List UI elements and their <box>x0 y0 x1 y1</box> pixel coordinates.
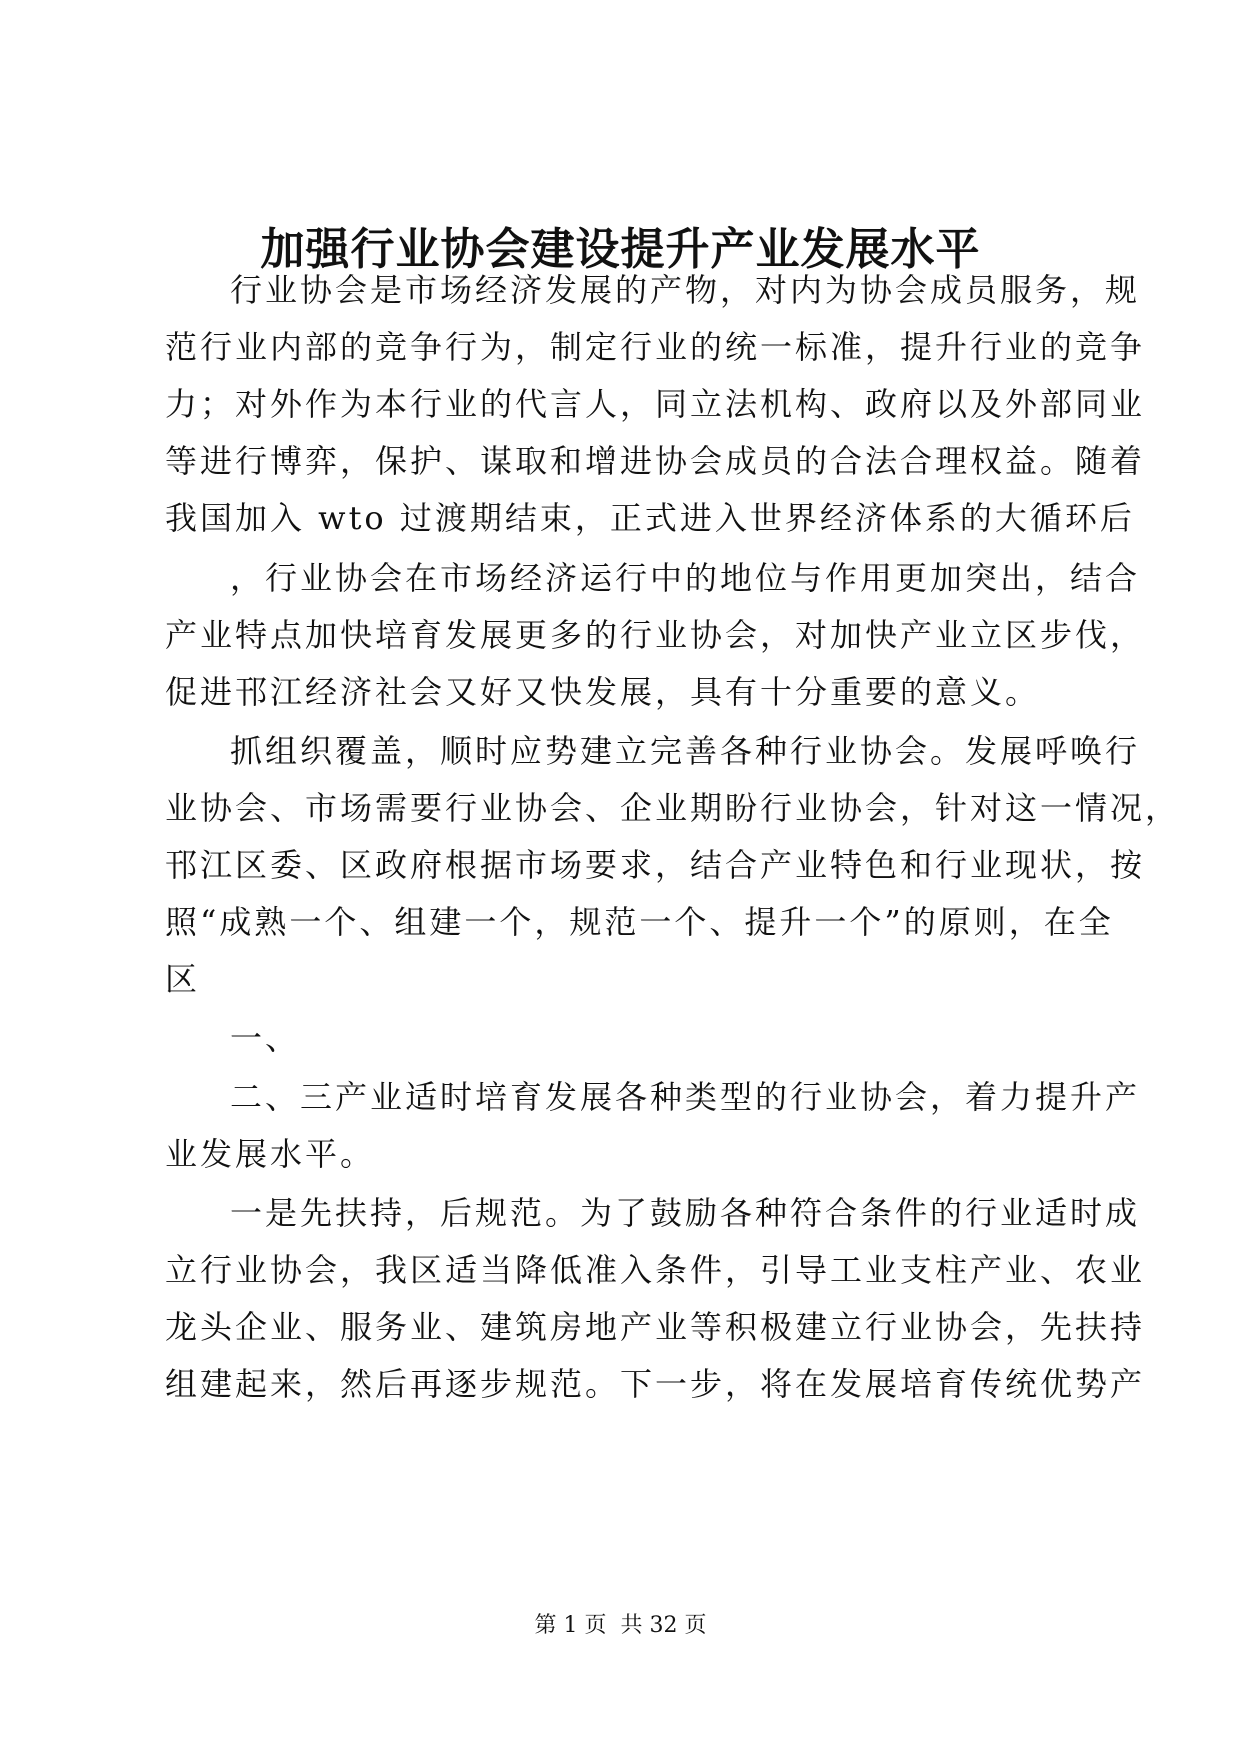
document-title: 加强行业协会建设提升产业发展水平 <box>260 224 981 275</box>
text-line: 我国加入 wto 过渡期结束，正式进入世界经济体系的大循环后 <box>165 499 1135 537</box>
text-line: 产业特点加快培育发展更多的行业协会，对加快产业立区步伐， <box>165 616 1146 654</box>
text-line: 一、 <box>230 1019 301 1057</box>
text-line: 业协会、市场需要行业协会、企业期盼行业协会，针对这一情况， <box>165 789 1181 827</box>
text-line: 照“成熟一个、组建一个，规范一个、提升一个”的原则，在全 <box>165 903 1114 941</box>
text-line: 区 <box>165 960 201 998</box>
text-line: 行业协会是市场经济发展的产物，对内为协会成员服务，规 <box>230 271 1141 309</box>
text-line: 二、三产业适时培育发展各种类型的行业协会，着力提升产 <box>230 1078 1141 1116</box>
text-line: 一是先扶持，后规范。为了鼓励各种符合条件的行业适时成 <box>230 1194 1141 1232</box>
text-line: 力；对外作为本行业的代言人，同立法机构、政府以及外部同业 <box>165 385 1146 423</box>
text-line: 龙头企业、服务业、建筑房地产业等积极建立行业协会，先扶持 <box>165 1308 1146 1346</box>
text-line: 业发展水平。 <box>165 1135 376 1173</box>
text-line: 抓组织覆盖，顺时应势建立完善各种行业协会。发展呼唤行 <box>230 732 1141 770</box>
text-line: 等进行博弈，保护、谋取和增进协会成员的合法合理权益。随着 <box>165 442 1146 480</box>
text-line: 范行业内部的竞争行为，制定行业的统一标准，提升行业的竞争 <box>165 328 1146 366</box>
page-number-footer: 第 1 页 共 32 页 <box>534 1613 707 1638</box>
text-line: ，行业协会在市场经济运行中的地位与作用更加突出，结合 <box>230 559 1141 597</box>
text-line: 邗江区委、区政府根据市场要求，结合产业特色和行业现状，按 <box>165 846 1146 884</box>
text-line: 组建起来，然后再逐步规范。下一步，将在发展培育传统优势产 <box>165 1365 1146 1403</box>
text-line: 促进邗江经济社会又好又快发展，具有十分重要的意义。 <box>165 673 1041 711</box>
text-line: 立行业协会，我区适当降低准入条件，引导工业支柱产业、农业 <box>165 1251 1146 1289</box>
